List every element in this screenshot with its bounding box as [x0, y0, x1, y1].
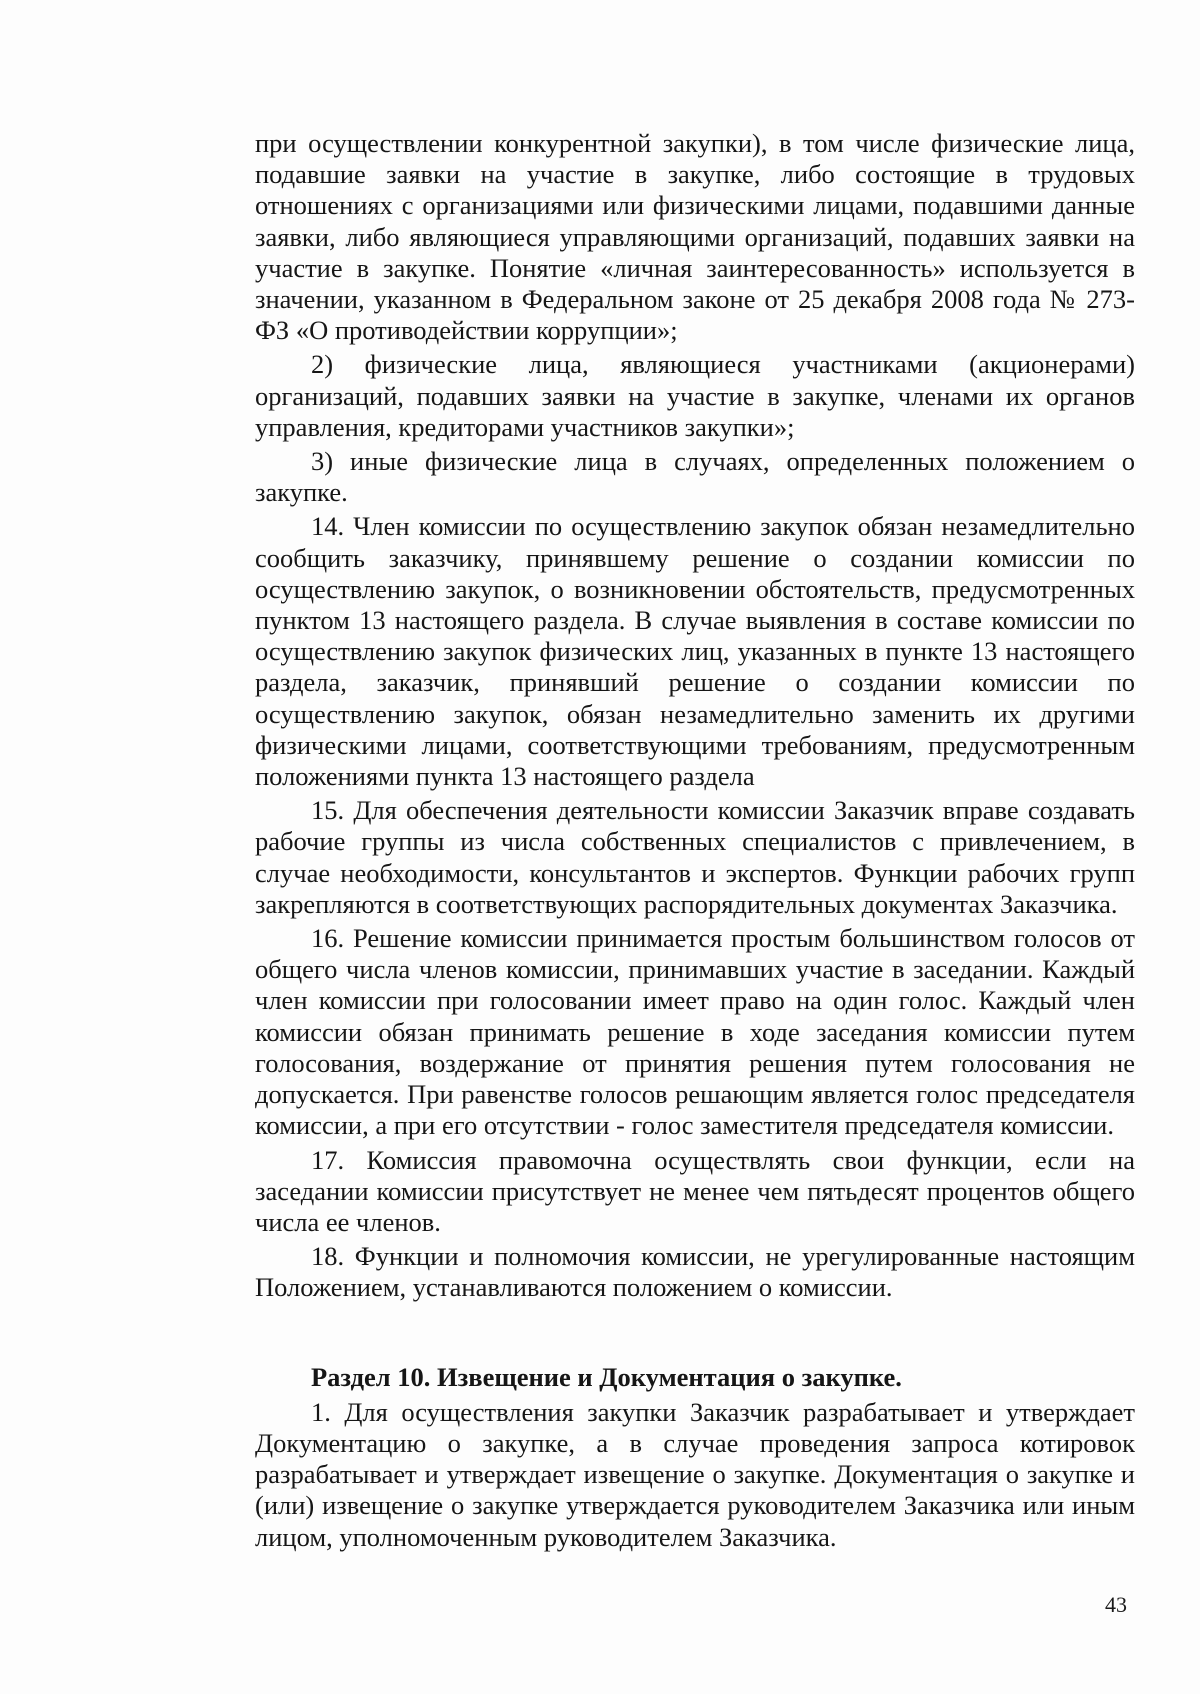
paragraph-item-2: 2) физические лица, являющиеся участниками (акционерами) организаций, подавших заявки на участие в закупке, членами их органов управления, кредиторами участников закупки»; — [255, 349, 1135, 442]
section-paragraph-1: 1. Для осуществления закупки Заказчик разрабатывает и утверждает Документацию о закупке, а в случае проведения запроса котировок разрабатывает и утверждает извещение о закупке. Документация о закупке и (или) извещение о закупке утверждается руководителем Заказчика или иным лицом, уполномоченным руководителем Заказчика. — [255, 1396, 1135, 1552]
paragraph-clause-15: 15. Для обеспечения деятельности комиссии Заказчик вправе создавать рабочие группы из числа собственных специалистов с привлечением, в случае необходимости, консультантов и экспертов. Функции рабочих групп закрепляются в соответствующих распорядительных документах Заказчика. — [255, 795, 1135, 919]
paragraph-clause-14: 14. Член комиссии по осуществлению закупок обязан незамедлительно сообщить заказчику, принявшему решение о создании комиссии по осуществлению закупок, о возникновении обстоятельств, предусмотренных пунктом 13 настоящего раздела. В случае выявления в составе комиссии по осуществлению закупок физических лиц, указанных в пункте 13 настоящего раздела, заказчик, принявший решение о создании комиссии по осуществлению закупок, обязан незамедлительно заменить их другими физическими лицами, соответствующими требованиям, предусмотренным положениями пункта 13 настоящего раздела — [255, 511, 1135, 792]
paragraph-clause-18: 18. Функции и полномочия комиссии, не урегулированные настоящим Положением, устанавливаются положением о комиссии. — [255, 1241, 1135, 1303]
section-heading: Раздел 10. Извещение и Документация о закупке. — [311, 1361, 902, 1392]
page-number: 43 — [1105, 1592, 1127, 1617]
document-body — [255, 128, 1135, 1553]
paragraph-clause-17: 17. Комиссия правомочна осуществлять свои функции, если на заседании комиссии присутствует не менее чем пятьдесят процентов общего числа ее членов. — [255, 1144, 1135, 1237]
paragraph-continuation: при осуществлении конкурентной закупки), в том числе физические лица, подавшие заявки на участие в закупке, либо состоящие в трудовых отношениях с организациями или физическими лицами, подавшими данные заявки, либо являющиеся управляющими организаций, подавших заявки на участие в закупке. Понятие «личная заинтересованность» используется в значении, указанном в Федеральном законе от 25 декабря 2008 года № 273-ФЗ «О противодействии коррупции»; — [255, 128, 1135, 346]
paragraph-item-3: 3) иные физические лица в случаях, определенных положением о закупке. — [255, 446, 1135, 508]
paragraph-clause-16: 16. Решение комиссии принимается простым большинством голосов от общего числа членов комиссии, принимавших участие в заседании. Каждый член комиссии при голосовании имеет право на один голос. Каждый член комиссии обязан принимать решение в ходе заседания комиссии путем голосования, воздержание от принятия решения путем голосования не допускается. При равенстве голосов решающим является голос председателя комиссии, а при его отсутствии - голос заместителя председателя комиссии. — [255, 923, 1135, 1141]
